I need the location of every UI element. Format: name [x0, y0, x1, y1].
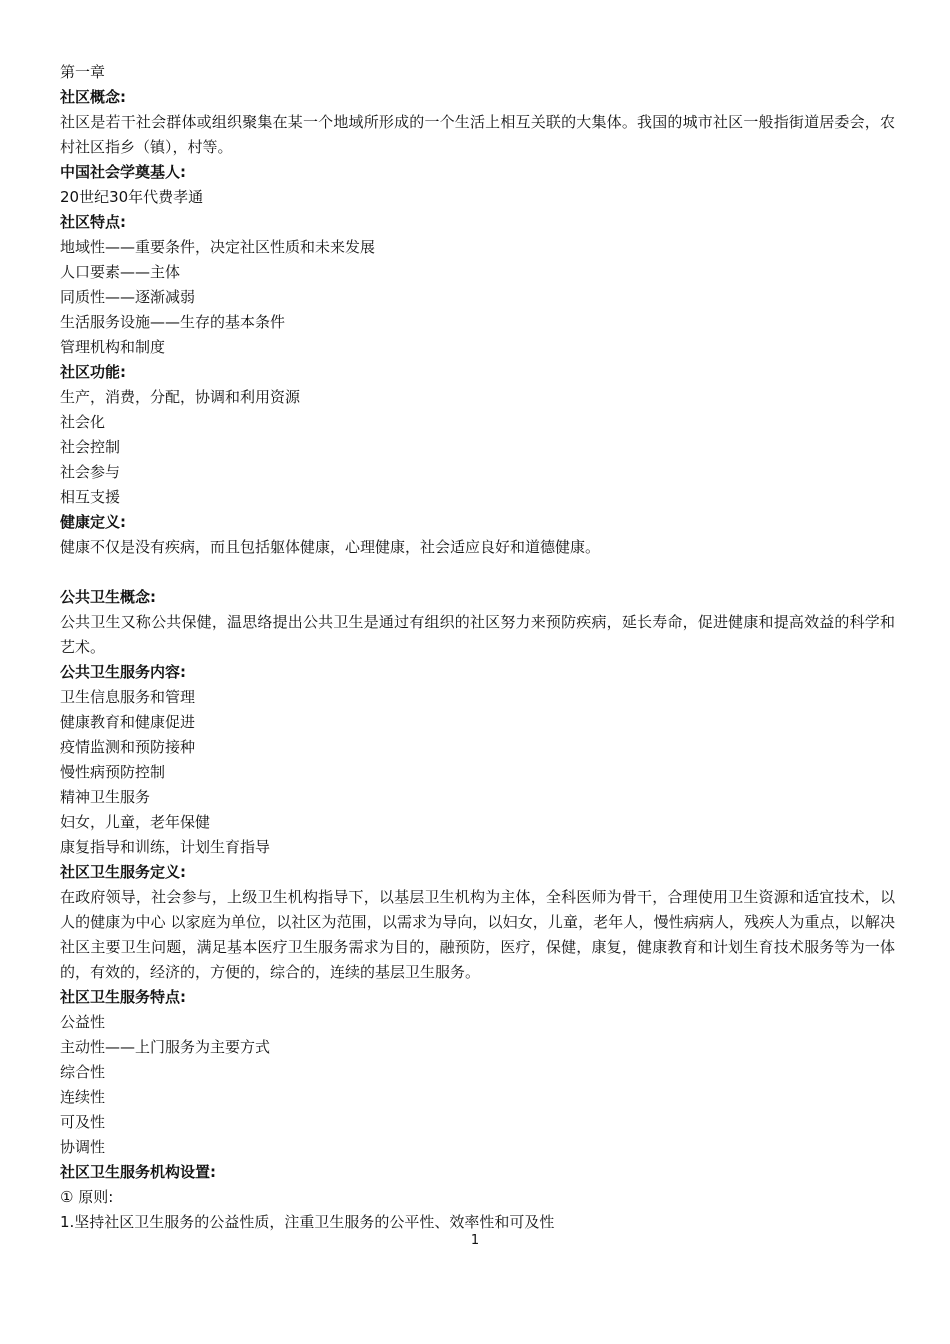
list-item: 健康教育和健康促进	[60, 713, 196, 731]
list-item: 慢性病预防控制	[60, 763, 166, 781]
list-item: 连续性	[60, 1088, 106, 1106]
list-item: 可及性	[60, 1113, 106, 1131]
list-item: 社会控制	[60, 438, 121, 456]
section-heading-community-functions: 社区功能:	[60, 363, 126, 381]
paragraph-health-definition: 健康不仅是没有疾病，而且包括躯体健康，心理健康，社会适应良好和道德健康。	[60, 538, 601, 556]
list-item: 公益性	[60, 1013, 106, 1031]
paragraph-community-concept: 社区是若干社会群体或组织聚集在某一个地域所形成的一个生活上相互关联的大集体。我国的城市社区一般指街道居委会，农村社区指乡（镇），村等。	[60, 113, 895, 156]
list-item: 协调性	[60, 1138, 106, 1156]
section-heading-founder: 中国社会学奠基人:	[60, 163, 186, 181]
section-heading-community-features: 社区特点:	[60, 213, 126, 231]
section-heading-community-concept: 社区概念:	[60, 88, 126, 106]
chapter-title: 第一章	[60, 63, 106, 81]
paragraph-public-health-concept: 公共卫生又称公共保健，温思络提出公共卫生是通过有组织的社区努力来预防疾病，延长寿命，促进健康和提高效益的科学和艺术。	[60, 613, 895, 656]
section-heading-chs-definition: 社区卫生服务定义:	[60, 863, 186, 881]
principle-label: ① 原则:	[60, 1188, 114, 1206]
list-item: 人口要素——主体	[60, 263, 181, 281]
list-item: 康复指导和训练，计划生育指导	[60, 838, 271, 856]
list-item: 精神卫生服务	[60, 788, 151, 806]
list-item: 社会化	[60, 413, 106, 431]
list-item: 相互支援	[60, 488, 121, 506]
section-heading-health-definition: 健康定义:	[60, 513, 126, 531]
list-item: 生产，消费，分配，协调和利用资源	[60, 388, 301, 406]
list-item: 妇女，儿童，老年保健	[60, 813, 211, 831]
list-item: 卫生信息服务和管理	[60, 688, 196, 706]
section-heading-public-health-concept: 公共卫生概念:	[60, 588, 156, 606]
paragraph-founder: 20世纪30年代费孝通	[60, 188, 204, 206]
list-item: 地域性——重要条件，决定社区性质和未来发展	[60, 238, 376, 256]
section-heading-chs-setup: 社区卫生服务机构设置:	[60, 1163, 216, 1181]
section-heading-public-health-services: 公共卫生服务内容:	[60, 663, 186, 681]
list-item: 同质性——逐渐减弱	[60, 288, 196, 306]
list-item: 疫情监测和预防接种	[60, 738, 196, 756]
list-item: 生活服务设施——生存的基本条件	[60, 313, 286, 331]
principle-item: 1.坚持社区卫生服务的公益性质，注重卫生服务的公平性、效率性和可及性	[60, 1213, 555, 1231]
paragraph-chs-definition: 在政府领导，社会参与，上级卫生机构指导下，以基层卫生机构为主体，全科医师为骨干，合理使用卫生资源和适宜技术，以人的健康为中心 以家庭为单位，以社区为范围，以需求为导向，以妇女，儿童，老年人，慢性病病人，残疾人为重点，以解决社区主要卫生问题，满足基本医疗卫生服务需求为目的，融预防，医疗，保健，康复，健康教育和计划生育技术服务等为一体的，有效的，经济的，方便的，综合的，连续的基层卫生服务。	[60, 888, 895, 981]
document-page	[60, 60, 895, 1235]
list-item: 主动性——上门服务为主要方式	[60, 1038, 271, 1056]
page-number: 1	[470, 1233, 480, 1248]
blank-line	[60, 560, 895, 585]
list-item: 管理机构和制度	[60, 338, 166, 356]
section-heading-chs-features: 社区卫生服务特点:	[60, 988, 186, 1006]
list-item: 社会参与	[60, 463, 121, 481]
list-item: 综合性	[60, 1063, 106, 1081]
